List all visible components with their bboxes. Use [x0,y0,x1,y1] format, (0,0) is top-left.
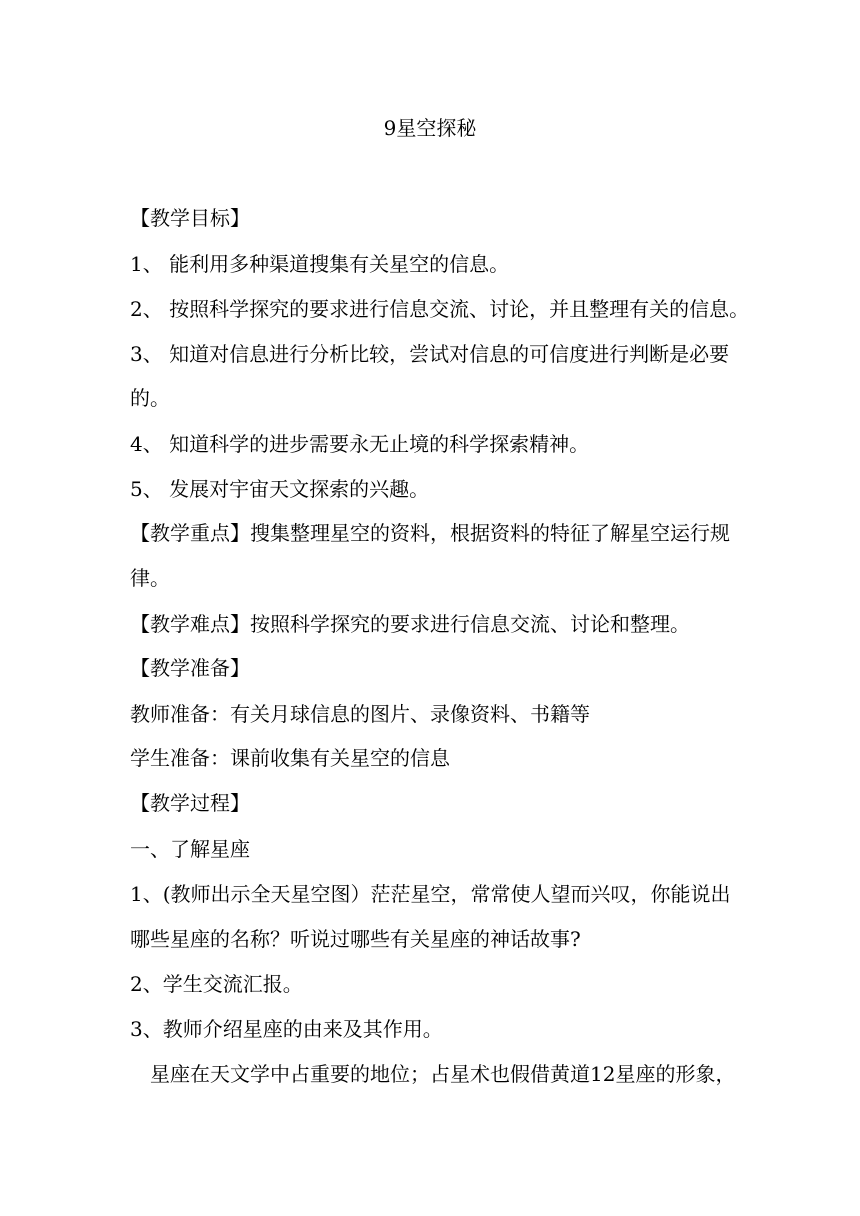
process-step-2: 2、学生交流汇报。 [130,972,303,996]
objective-item-3: 3、 知道对信息进行分析比较，尝试对信息的可信度进行判断是必要 [130,342,730,366]
body-paragraph: 星座在天文学中占重要的地位；占星术也假借黄道12星座的形象， [150,1062,736,1086]
process-part-1-heading: 一、了解星座 [130,837,250,861]
student-preparation: 学生准备：课前收集有关星空的信息 [130,746,450,770]
key-points-continued: 律。 [130,566,170,590]
process-step-3: 3、教师介绍星座的由来及其作用。 [130,1017,443,1041]
section-heading-objectives: 【教学目标】 [130,206,250,230]
section-heading-process: 【教学过程】 [130,791,250,815]
process-step-1-continued: 哪些星座的名称？听说过哪些有关星座的神话故事? [130,927,581,951]
section-heading-preparation: 【教学准备】 [130,656,250,680]
objective-item-1: 1、 能利用多种渠道搜集有关星空的信息。 [130,252,510,276]
difficult-points-paragraph: 【教学难点】按照科学探究的要求进行信息交流、讨论和整理。 [130,612,690,636]
objective-item-3-continued: 的。 [130,386,170,410]
key-points-paragraph: 【教学重点】搜集整理星空的资料，根据资料的特征了解星空运行规 [130,521,730,545]
teacher-preparation: 教师准备：有关月球信息的图片、录像资料、书籍等 [130,702,590,726]
objective-item-2: 2、 按照科学探究的要求进行信息交流、讨论，并且整理有关的信息。 [130,297,750,321]
objective-item-4: 4、 知道科学的进步需要永无止境的科学探索精神。 [130,432,590,456]
page-title: 9星空探秘 [383,116,477,140]
process-step-1: 1、(教师出示全天星空图）茫茫星空，常常使人望而兴叹，你能说出 [130,882,731,906]
objective-item-5: 5、 发展对宇宙天文探索的兴趣。 [130,477,430,501]
